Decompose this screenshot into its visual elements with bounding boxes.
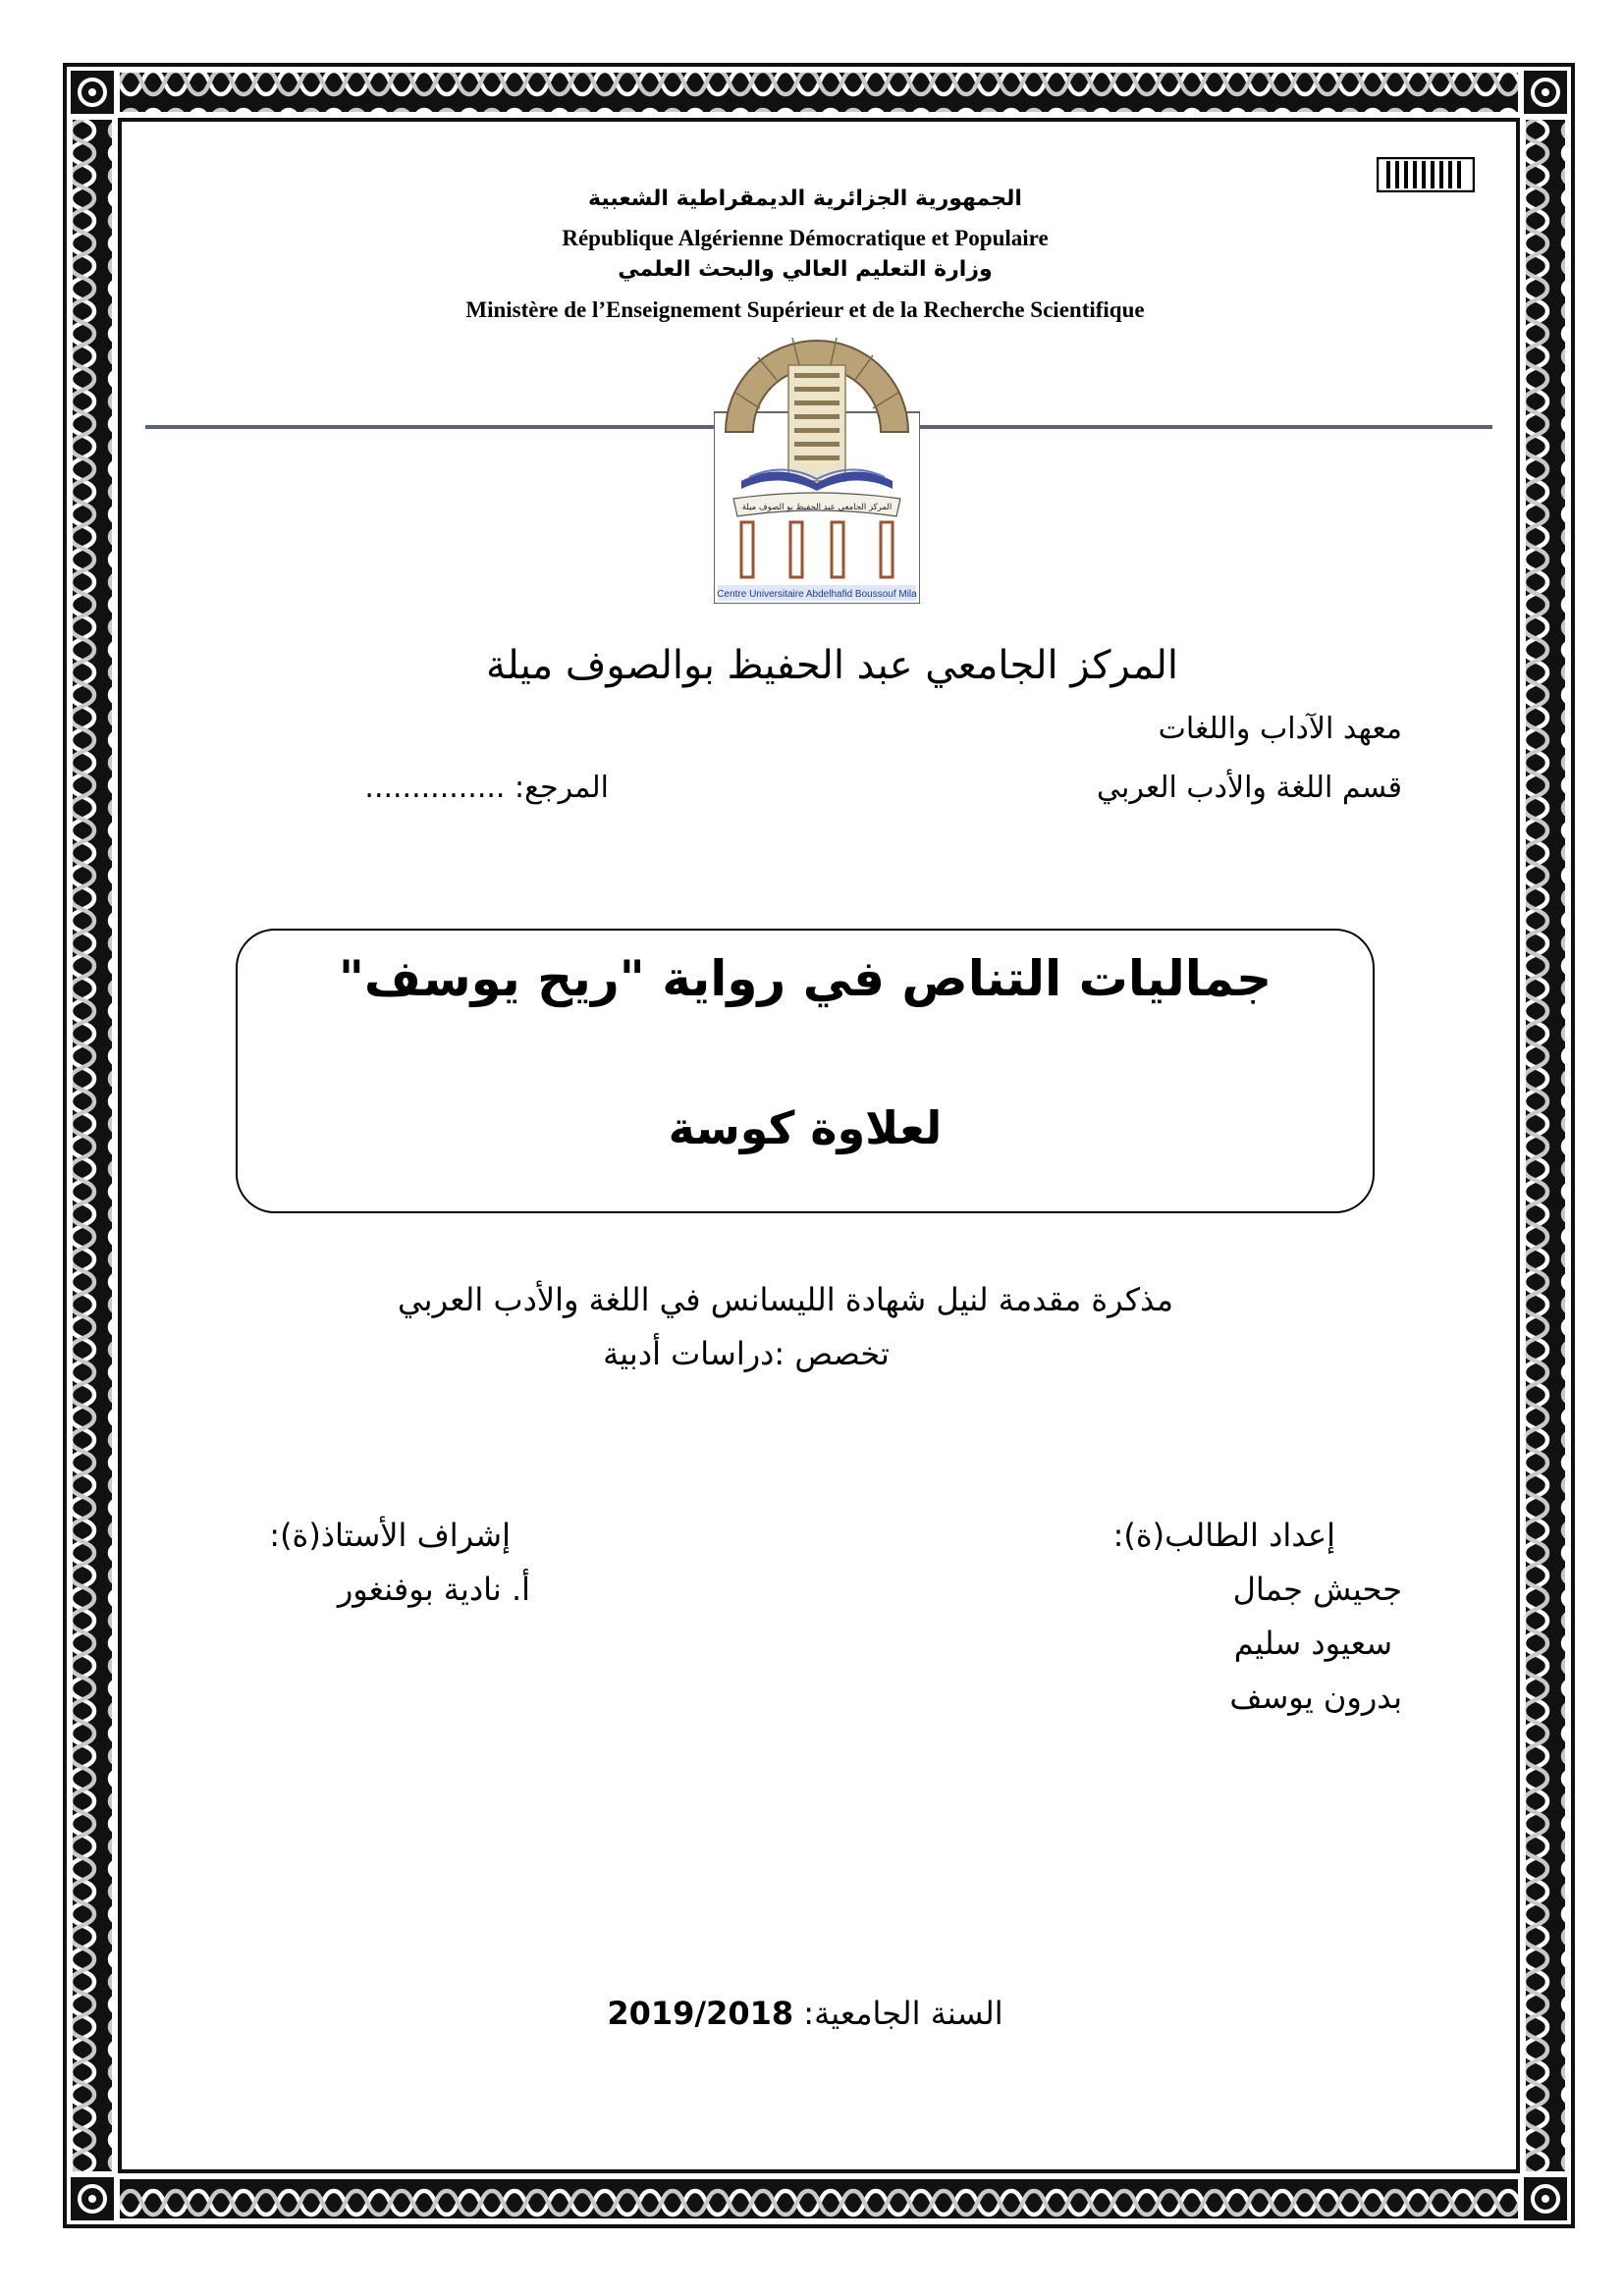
- student-name: سعيود سليم: [1233, 1625, 1392, 1662]
- students-label: إعداد الطالب(ة):: [1112, 1517, 1335, 1554]
- academic-year: [432, 1995, 1178, 2032]
- logo-graphic: [714, 314, 920, 604]
- header-fr-ministry: Ministère de l’Enseignement Supérieur et de la Recherche Scientifique: [465, 297, 1145, 322]
- academic-year-label: السنة الجامعية:: [803, 1995, 1003, 2032]
- institute-name: معهد الآداب واللغات: [1158, 712, 1402, 746]
- student-name: جحيش جمال: [1232, 1571, 1402, 1608]
- reference-field: [295, 771, 609, 805]
- header-ar-ministry: وزارة التعليم العالي والبحث العلمي: [618, 257, 993, 282]
- barcode-mark: [1377, 157, 1475, 192]
- memo-purpose: مذكرة مقدمة لنيل شهادة الليسانس في اللغة والأدب العربي: [398, 1281, 1173, 1318]
- header-ar-republic: الجمهورية الجزائرية الديمقراطية الشعبية: [588, 187, 1022, 211]
- reference-label: المرجع:: [514, 771, 609, 805]
- institution-logo: [714, 314, 920, 604]
- student-name: بدرون يوسف: [1229, 1679, 1402, 1716]
- academic-year-value: 2019/2018: [607, 1995, 794, 2032]
- thesis-title-line1: جماليات التناص في رواية "ريح يوسف": [338, 950, 1272, 1007]
- header-fr-republic: République Algérienne Démocratique et Populaire: [562, 226, 1049, 250]
- thesis-title-line2: لعلاوة كوسة: [668, 1101, 943, 1154]
- supervisor-label: إشراف الأستاذ(ة):: [269, 1517, 511, 1554]
- memo-specialization: تخصص :دراسات أدبية: [603, 1335, 890, 1372]
- reference-value: ...............: [364, 771, 506, 805]
- logo-banner-text: المركز الجامعي عبد الحفيظ بو الصوف ميلة: [741, 503, 893, 512]
- university-center-name: المركز الجامعي عبد الحفيظ بوالصوف ميلة: [486, 643, 1178, 688]
- logo-caption: Centre Universitaire Abdelhafid Boussouf Mila: [717, 589, 917, 600]
- department-name: قسم اللغة والأدب العربي: [1096, 771, 1402, 805]
- supervisor-name: أ. نادية بوفنغور: [337, 1571, 530, 1608]
